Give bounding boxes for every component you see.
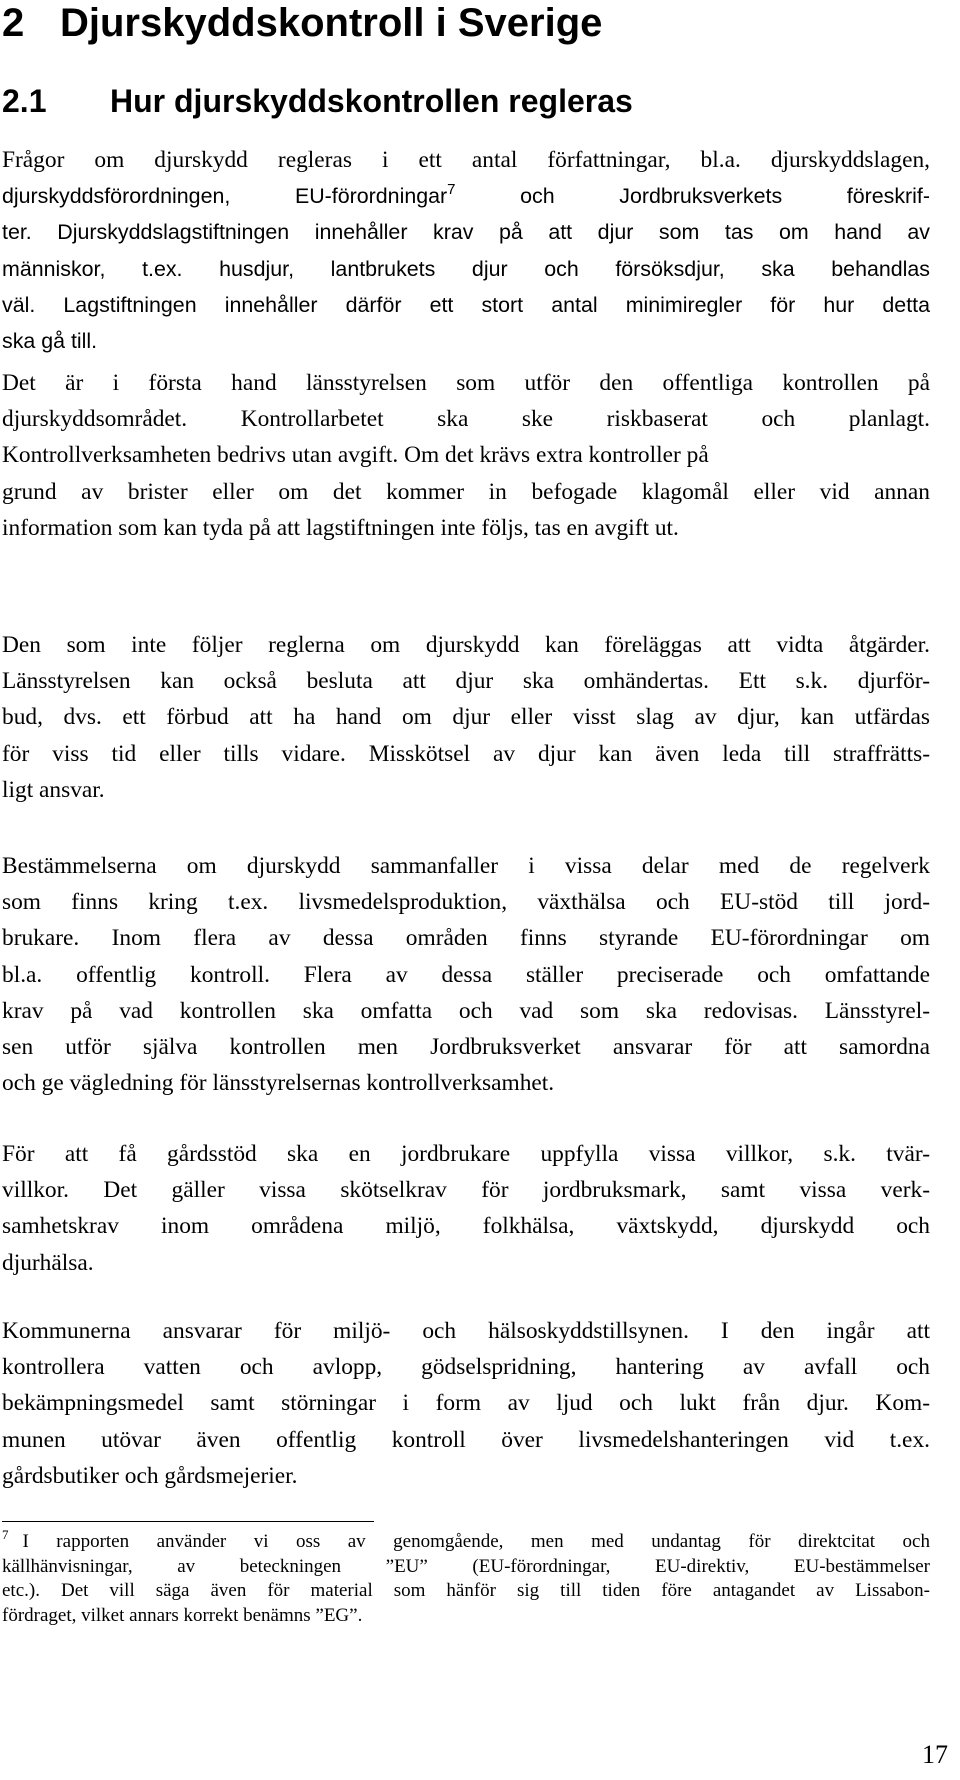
paragraph-2: [2, 365, 930, 546]
text-line: som finns kring t.ex. livsmedelsproduktion, växthälsa och EU-stöd till jord-: [2, 889, 930, 916]
footnote-text: I rapporten använder vi oss av genomgående, men med undantag för direktcitat och: [22, 1531, 930, 1552]
text-line: kontrollera vatten och avlopp, gödselspridning, hantering av avfall och: [2, 1354, 930, 1381]
text-line: människor, t.ex. husdjur, lantbrukets djur och försöksdjur, ska behandlas: [2, 256, 930, 281]
text-line: gårdsbutiker och gårdsmejerier.: [2, 1462, 298, 1489]
chapter-title: Djurskyddskontroll i Sverige: [60, 1, 603, 45]
text-line: bud, dvs. ett förbud att ha hand om djur eller visst slag av djur, kan utfärdas: [2, 704, 930, 731]
text-line: villkor. Det gäller vissa skötselkrav för jordbruksmark, samt vissa verk-: [2, 1177, 930, 1204]
text-line: Den som inte följer reglerna om djurskydd kan föreläggas att vidta åtgärder.: [2, 632, 930, 658]
section-title: Hur djurskyddskontrollen regleras: [110, 83, 633, 119]
text-line: Det är i första hand länsstyrelsen som utför den offentliga kontrollen på: [2, 370, 930, 396]
text-line: ska gå till.: [2, 328, 98, 353]
footnote-separator: [2, 1521, 374, 1522]
text-line: [2, 178, 930, 214]
text-line: för viss tid eller tills vidare. Misskötsel av djur kan även leda till straffrätts-: [2, 740, 930, 767]
footnote-reference: 7: [447, 181, 456, 199]
text-line: krav på vad kontrollen ska omfatta och vad som ska redovisas. Länsstyrel-: [2, 997, 930, 1024]
footnote-line: [2, 1527, 930, 1555]
text-line: och ge vägledning för länsstyrelsernas kontrollverksamhet.: [2, 1070, 555, 1097]
text-segment: och Jordbruksverkets föreskrif-: [520, 184, 930, 209]
text-line: brukare. Inom flera av dessa områden finns styrande EU-förordningar om: [2, 925, 930, 952]
section-number: 2.1: [2, 83, 47, 119]
text-line: samhetskrav inom områdena miljö, folkhälsa, växtskydd, djurskydd och: [2, 1213, 930, 1240]
text-line: munen utövar även offentlig kontroll över livsmedelshanteringen vid t.ex.: [2, 1426, 930, 1453]
text-line: bekämpningsmedel samt störningar i form av ljud och lukt från djur. Kom-: [2, 1390, 930, 1417]
text-line: Kontrollverksamheten bedrivs utan avgift. Om det krävs extra kontroller på: [2, 442, 709, 469]
text-line: väl. Lagstiftningen innehåller därför ett stort antal minimiregler för hur detta: [2, 292, 930, 317]
text-line: Frågor om djurskydd regleras i ett antal författningar, bl.a. djurskyddslagen,: [2, 147, 930, 173]
text-line: djurskyddsområdet. Kontrollarbetet ska ske riskbaserat och planlagt.: [2, 406, 930, 433]
text-line: grund av brister eller om det kommer in befogade klagomål eller vid annan: [2, 478, 930, 505]
chapter-number: 2: [2, 1, 25, 45]
text-line: Bestämmelserna om djurskydd sammanfaller i vissa delar med de regelverk: [2, 853, 930, 879]
page-number: 17: [922, 1740, 948, 1769]
footnote-line: fördraget, vilket annars korrekt benämns ”EG”.: [2, 1604, 363, 1626]
text-segment: djurskyddsförordningen, EU-förordningar: [2, 184, 448, 209]
text-line: För att få gårdsstöd ska en jordbrukare uppfylla vissa villkor, s.k. tvär-: [2, 1141, 930, 1167]
footnote-line: källhänvisningar, av beteckningen ”EU” (EU-förordningar, EU-direktiv, EU-bestämmelser: [2, 1555, 930, 1577]
paragraph-1: [2, 142, 930, 359]
text-line: sen utför själva kontrollen men Jordbruksverket ansvarar för att samordna: [2, 1033, 930, 1060]
text-line: information som kan tyda på att lagstiftningen inte följs, tas en avgift ut.: [2, 514, 679, 541]
paragraph-4: [2, 848, 930, 1101]
text-line: Länsstyrelsen kan också besluta att djur ska omhändertas. Ett s.k. djurför-: [2, 668, 930, 695]
text-line: djurhälsa.: [2, 1249, 94, 1276]
paragraph-5: [2, 1136, 930, 1281]
chapter-heading: [2, 0, 602, 46]
text-line: bl.a. offentlig kontroll. Flera av dessa ställer preciserade och omfattande: [2, 961, 930, 988]
paragraph-6: [2, 1313, 930, 1494]
text-line: Kommunerna ansvarar för miljö- och hälsoskyddstillsynen. I den ingår att: [2, 1318, 930, 1344]
footnote: [2, 1527, 930, 1628]
section-heading: [2, 82, 633, 120]
footnote-mark: 7: [2, 1527, 9, 1542]
text-line: ter. Djurskyddslagstiftningen innehåller krav på att djur som tas om hand av: [2, 220, 930, 245]
text-line: ligt ansvar.: [2, 776, 105, 803]
paragraph-3: [2, 627, 930, 808]
footnote-line: etc.). Det vill säga även för material som hänför sig till tiden före antagandet av Lissabon-: [2, 1580, 930, 1601]
